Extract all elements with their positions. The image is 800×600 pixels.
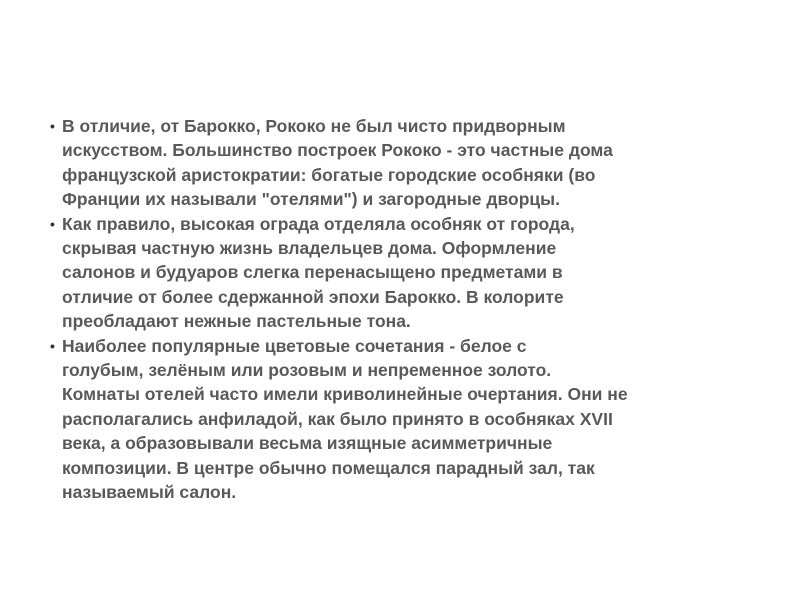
- bullet-item: [52, 334, 742, 505]
- bullet-text: Наиболее популярные цветовые сочетания - белое с голубым, зелёным или розовым и непременное золото. Комнаты отелей часто имели криволинейные очертания. Они не располагались анфиладой, как было принято в особняках XVII века, а образовывали весьма изящные асимметричные композиции. В центре обычно помещался парадный зал, так называемый салон.: [62, 335, 628, 503]
- bullet-text: В отличие, от Барокко, Рококо не был чисто придворным искусством. Большинство построек Рококо - это частные дома французской аристократии: богатые городские особняки (во Франции их называли "отелями") и загородные дворцы.: [62, 116, 613, 210]
- bullet-marker: •: [50, 118, 55, 134]
- bullet-item: [52, 114, 742, 212]
- bullet-marker: •: [50, 337, 55, 354]
- bullet-item: [52, 212, 742, 334]
- bullet-list: [52, 114, 742, 505]
- bullet-marker: •: [50, 215, 55, 232]
- bullet-text: Как правило, высокая ограда отделяла особняк от города, скрывая частную жизнь владельцев дома. Оформление салонов и будуаров слегка перенасыщено предметами в отличие от более сдержанной эпохи Барокко. В колорите преобладают нежные пастельные тона.: [62, 213, 575, 332]
